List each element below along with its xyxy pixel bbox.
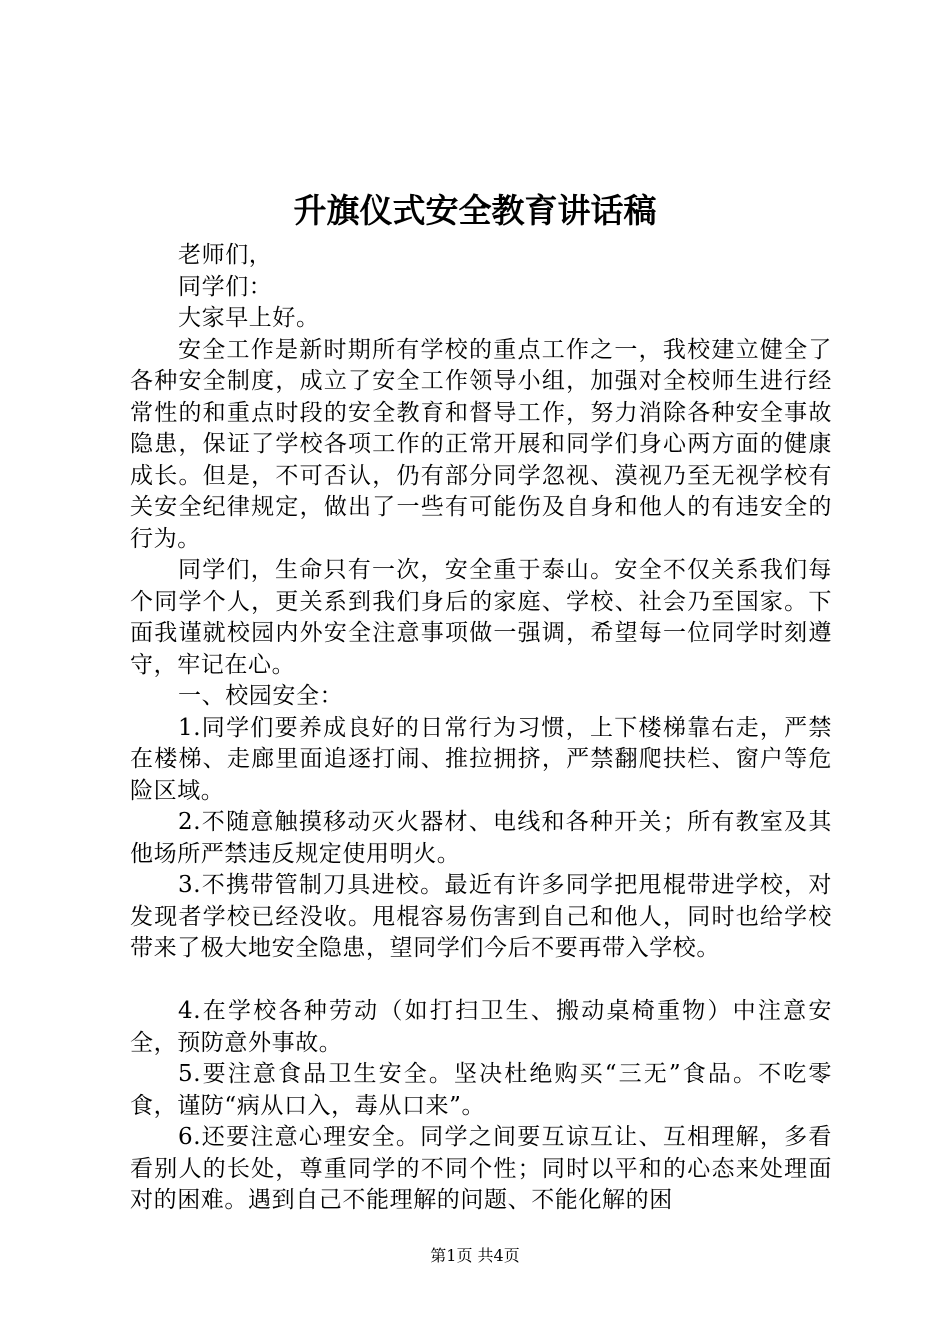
paragraph-intro: 安全工作是新时期所有学校的重点工作之一，我校建立健全了各种安全制度，成立了安全工作领导小组，加强对全校师生进行经常性的和重点时段的安全教育和督导工作，努力消除各种安全事故隐患，保证了学校各项工作的正常开展和同学们身心两方面的健康成长。但是，不可否认，仍有部分同学忽视、漠视乃至无视学校有关安全纪律规定，做出了一些有可能伤及自身和他人的有违安全的行为。	[130, 336, 832, 552]
paragraph-importance: 同学们，生命只有一次，安全重于泰山。安全不仅关系我们每个同学个人，更关系到我们身后的家庭、学校、社会乃至国家。下面我谨就校园内外安全注意事项做一强调，希望每一位同学时刻遵守，牢记在心。	[130, 557, 832, 678]
paragraph-good-morning: 大家早上好。	[178, 305, 320, 331]
paragraph-greeting-teachers: 老师们，	[178, 242, 273, 268]
list-item-6: 6.还要注意心理安全。同学之间要互谅互让、互相理解，多看看别人的长处，尊重同学的不同个性；同时以平和的心态来处理面对的困难。遇到自己不能理解的问题、不能化解的困	[130, 1124, 832, 1213]
list-item-5: 5.要注意食品卫生安全。坚决杜绝购买“三无”食品。不吃零食，谨防“病从口入，毒从口来”。	[130, 1061, 832, 1119]
document-body	[130, 240, 832, 1217]
list-item-3: 3.不携带管制刀具进校。最近有许多同学把甩棍带进学校，对发现者学校已经没收。甩棍容易伤害到自己和他人，同时也给学校带来了极大地安全隐患，望同学们今后不要再带入学校。	[130, 872, 832, 961]
paragraph-greeting-students: 同学们：	[178, 273, 273, 300]
document-title: 升旗仪式安全教育讲话稿	[293, 191, 657, 230]
list-item-4: 4.在学校各种劳动（如打扫卫生、搬动桌椅重物）中注意安全，预防意外事故。	[130, 998, 832, 1056]
list-item-2: 2.不随意触摸移动灭火器材、电线和各种开关；所有教室及其他场所严禁违反规定使用明火。	[130, 809, 832, 867]
page-number-footer: 第1页 共4页	[430, 1246, 520, 1265]
list-item-1: 1.同学们要养成良好的日常行为习惯，上下楼梯靠右走，严禁在楼梯、走廊里面追逐打闹、推拉拥挤，严禁翻爬扶栏、窗户等危险区域。	[130, 714, 832, 804]
section-heading-campus-safety: 一、校园安全：	[178, 683, 344, 709]
